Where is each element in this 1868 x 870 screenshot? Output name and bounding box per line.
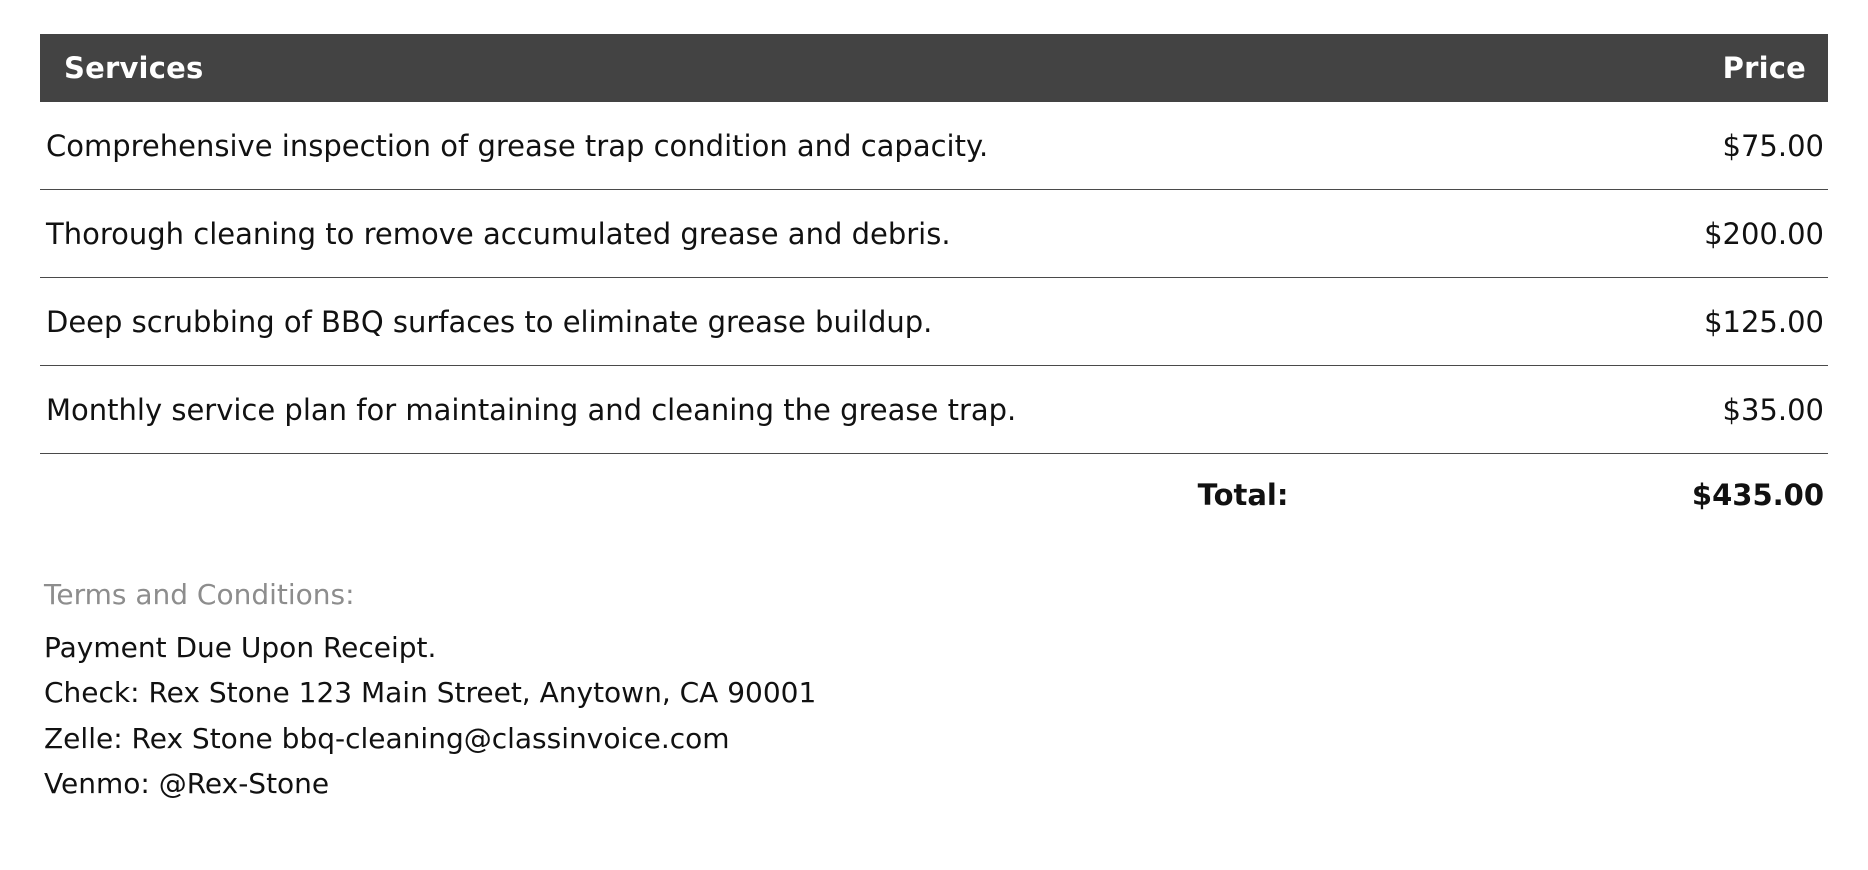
table-row [40,366,1828,454]
terms-line-check: Check: Rex Stone 123 Main Street, Anytown, CA 90001 [44,676,817,710]
terms-line-payment: Payment Due Upon Receipt. [44,631,437,664]
service-price: $125.00 [1318,278,1828,366]
table-row [40,190,1828,278]
services-table-head [40,34,1828,102]
terms-title: Terms and Conditions: [44,578,355,611]
table-row [40,102,1828,190]
terms-and-conditions [40,578,1828,806]
service-description: Thorough cleaning to remove accumulated grease and debris. [40,190,1318,278]
total-value: $435.00 [1691,478,1824,512]
service-description: Deep scrubbing of BBQ surfaces to eliminate grease buildup. [40,278,1318,366]
service-price: $200.00 [1318,190,1828,278]
table-row [40,278,1828,366]
service-description: Comprehensive inspection of grease trap condition and capacity. [40,102,1318,190]
total-label: Total: [1197,478,1289,512]
table-header-row [40,34,1828,102]
column-header-services: Services [64,51,204,85]
table-total-row [40,454,1828,537]
terms-line-venmo: Venmo: @Rex-Stone [44,767,330,801]
services-table-body [40,102,1828,536]
services-table [40,34,1828,536]
column-header-price: Price [1722,51,1806,85]
service-price: $35.00 [1318,366,1828,454]
terms-line-zelle: Zelle: Rex Stone bbq-cleaning@classinvoice.com [44,721,730,755]
service-price: $75.00 [1318,102,1828,190]
service-description: Monthly service plan for maintaining and cleaning the grease trap. [40,366,1318,454]
